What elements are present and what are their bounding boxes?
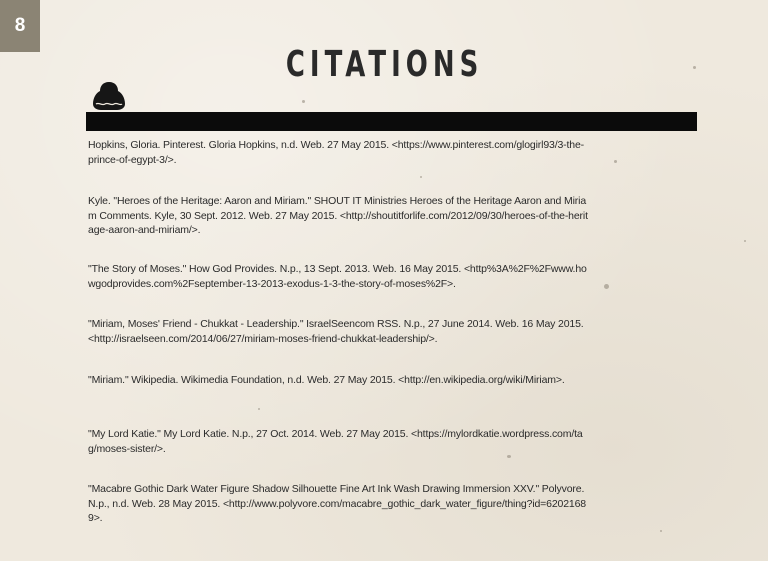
citation-item: "My Lord Katie." My Lord Katie. N.p., 27 Oct. 2014. Web. 27 May 2015. <https://mylordkatie.wordpress.com/tag/moses-sister/>. [88,428,583,455]
hooded-figure-icon [90,80,128,112]
paper-speck [614,160,617,163]
paper-speck [258,408,260,410]
paper-speck [660,530,662,532]
citation-item: "The Story of Moses." How God Provides. N.p., 13 Sept. 2013. Web. 16 May 2015. <http%3A%2F%2Fwww.howgodprovides.com%2Fseptember-13-2013-exodus-1-3-the-story-of-moses%2F>. [88,263,587,290]
paper-speck [302,100,305,103]
slide-number-badge: 8 [0,0,40,52]
citation-item: "Miriam." Wikipedia. Wikimedia Foundation, n.d. Web. 27 May 2015. <http://en.wikipedia.org/wiki/Miriam>. [88,374,565,386]
page-title: CITATIONS [285,44,484,85]
citation-item: "Miriam, Moses' Friend - Chukkat - Leadership." IsraelSeencom RSS. N.p., 27 June 2014. Web. 16 May 2015. <http://israelseen.com/2014/06/27/miriam-moses-friend-chukkat-leadership/>. [88,318,584,345]
citation-item: Kyle. "Heroes of the Heritage: Aaron and Miriam." SHOUT IT Ministries Heroes of the Heritage Aaron and Miriam Comments. Kyle, 30 Sept. 2012. Web. 27 May 2015. <http://shoutitforlife.com/2012/09/30/heroes-of-the-heritage-aaron-and-miriam/>. [88,195,588,236]
citation-item: Hopkins, Gloria. Pinterest. Gloria Hopkins, n.d. Web. 27 May 2015. <https://www.pinterest.com/glogirl93/3-the-prince-of-egypt-3/>. [88,139,585,166]
citation-item: "Macabre Gothic Dark Water Figure Shadow Silhouette Fine Art Ink Wash Drawing Immersion XXV." Polyvore. N.p., n.d. Web. 28 May 2015. <http://www.polyvore.com/macabre_gothic_dark_water_figure/thing?id=62021689>. [88,483,586,524]
title-underline-bar [86,112,697,131]
paper-speck [604,284,609,289]
paper-speck [744,240,746,242]
paper-speck [420,176,422,178]
paper-speck [693,66,696,69]
